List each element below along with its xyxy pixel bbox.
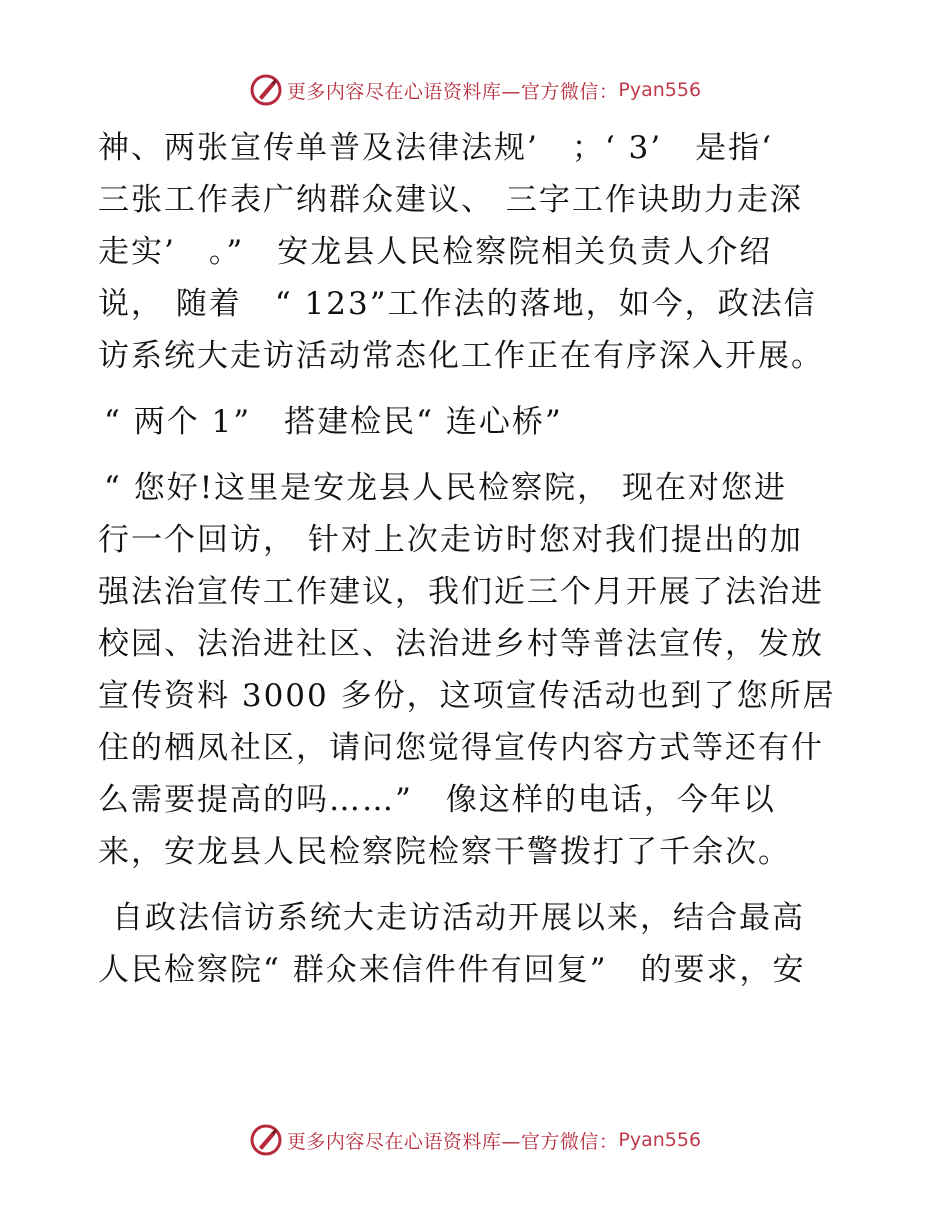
paragraph xyxy=(98,122,858,382)
watermark-account: Pyan556 xyxy=(618,79,702,101)
text-line: 访系统大走访活动常态化工作正在有序深入开展。 xyxy=(98,338,824,374)
footer-watermark xyxy=(0,1120,950,1160)
pen-seal-icon xyxy=(249,73,283,107)
text-line: 么需要提高的吗……” 像这样的电话，今年以 xyxy=(98,782,776,818)
text-line: 行一个回访， 针对上次走访时您对我们提出的加 xyxy=(98,522,803,558)
heading-line: “ 两个 1” 搭建检民“ 连心桥” xyxy=(104,404,563,440)
watermark-text: 更多内容尽在心语资料库—官方微信： xyxy=(286,1130,619,1153)
section-heading xyxy=(98,396,858,448)
text-line: “ 您好!这里是安龙县人民检察院， 现在对您进 xyxy=(104,470,788,506)
watermark-account: Pyan556 xyxy=(618,1129,702,1151)
text-line: 宣传资料 3000 多份，这项宣传活动也到了您所居 xyxy=(98,678,836,714)
text-line: 校园、法治进社区、法治进乡村等普法宣传，发放 xyxy=(98,626,824,662)
text-line: 神、两张宣传单普及法律法规’ ；‘ 3’ 是指‘ xyxy=(98,130,773,166)
header-watermark xyxy=(0,70,950,110)
paragraph xyxy=(98,892,858,996)
text-line: 三张工作表广纳群众建议、 三字工作诀助力走深 xyxy=(98,182,803,218)
text-line: 说， 随着 “ 123”工作法的落地，如今，政法信 xyxy=(98,286,817,322)
text-line: 走实’ 。” 安龙县人民检察院相关负责人介绍 xyxy=(98,234,773,270)
watermark-text: 更多内容尽在心语资料库—官方微信： xyxy=(286,80,619,103)
text-line: 自政法信访系统大走访活动开展以来，结合最高 xyxy=(112,900,805,936)
text-line: 住的栖凤社区，请问您觉得宣传内容方式等还有什 xyxy=(98,730,824,766)
text-line: 强法治宣传工作建议，我们近三个月开展了法治进 xyxy=(98,574,824,610)
document-body xyxy=(98,122,858,996)
text-line: 人民检察院“ 群众来信件件有回复” 的要求，安 xyxy=(98,952,806,988)
text-line: 来，安龙县人民检察院检察干警拨打了千余次。 xyxy=(98,834,791,870)
paragraph xyxy=(98,462,858,878)
pen-seal-icon xyxy=(249,1123,283,1157)
